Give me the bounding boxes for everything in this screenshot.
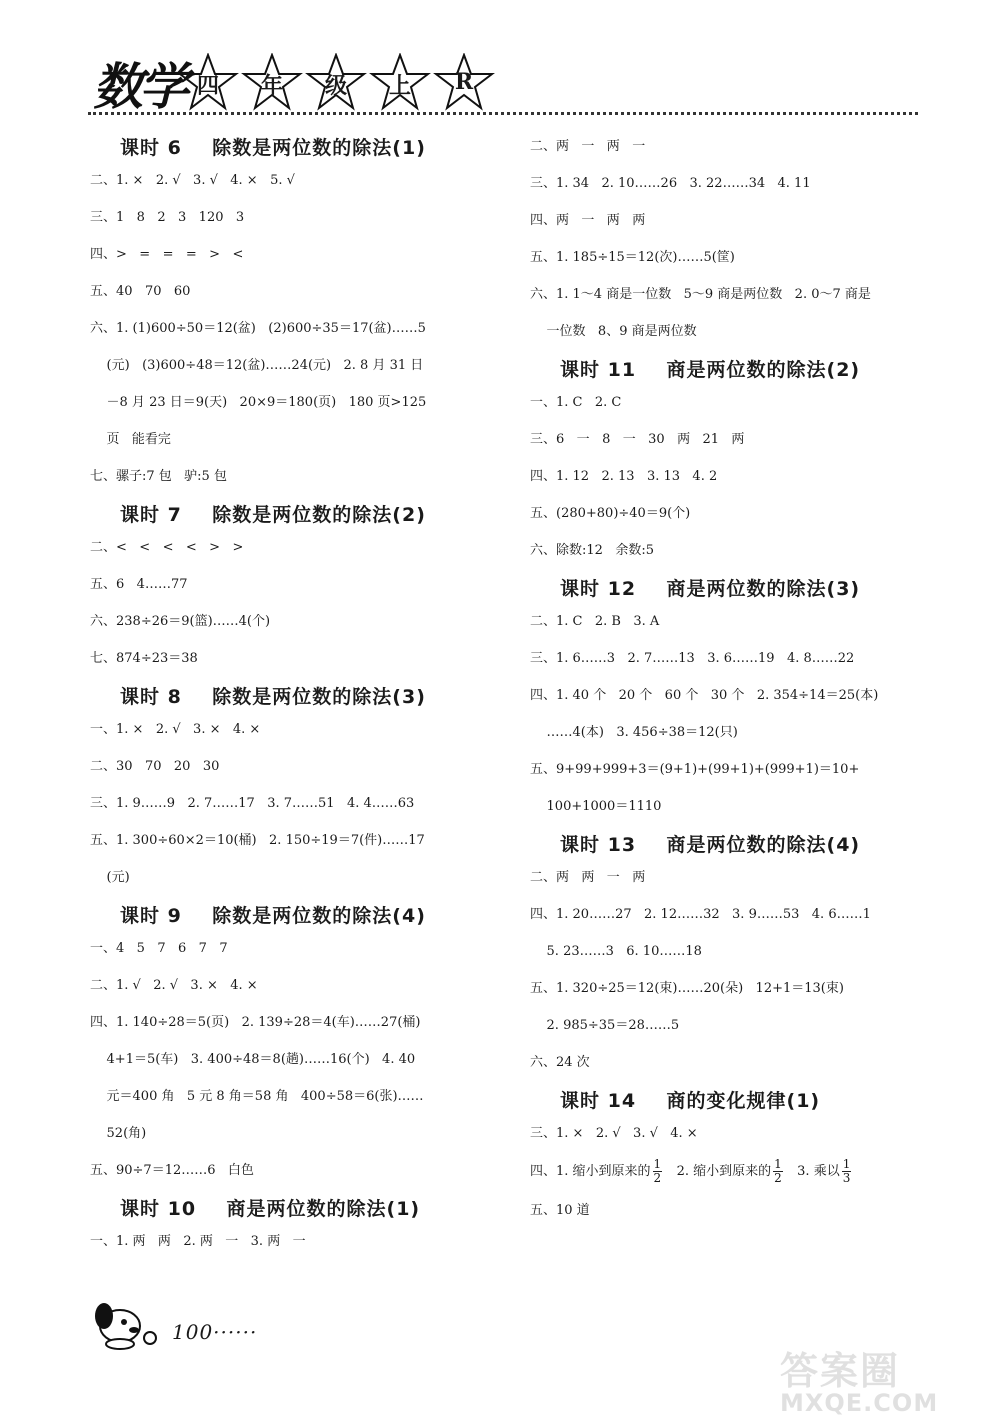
section-title: 课时 7 除数是两位数的除法(2) bbox=[120, 504, 426, 526]
answer-line: 100+1000＝1110 bbox=[530, 799, 662, 814]
answer-line: 三、1. 34 2. 10……26 3. 22……34 4. 11 bbox=[530, 176, 811, 191]
star-char: 四 bbox=[196, 73, 219, 99]
answer-line: 一位数 8、9 商是两位数 bbox=[530, 324, 697, 339]
answer-line-fractions bbox=[530, 1152, 950, 1192]
fraction-denominator: 2 bbox=[653, 1171, 662, 1185]
answer-line: 二、1. √ 2. √ 3. × 4. × bbox=[90, 978, 258, 993]
answer-line: 5. 23……3 6. 10……18 bbox=[530, 944, 702, 959]
header-divider bbox=[88, 112, 918, 115]
fraction bbox=[773, 1158, 783, 1185]
answer-text: 四、1. 缩小到原来的 bbox=[530, 1164, 651, 1179]
fraction-numerator: 1 bbox=[774, 1157, 782, 1171]
star-char: R bbox=[454, 69, 474, 95]
answer-line: 五、6 4……77 bbox=[90, 577, 188, 592]
answer-line: ……4(本) 3. 456÷38＝12(只) bbox=[530, 725, 738, 740]
answer-line: 页 能看完 bbox=[90, 432, 171, 447]
answer-line: (元) bbox=[90, 870, 130, 885]
answer-line: －8 月 23 日＝9(天) 20×9＝180(页) 180 页>125 bbox=[90, 395, 427, 410]
watermark-url: MXQE.COM bbox=[780, 1389, 939, 1417]
answer-line: 一、1. 两 两 2. 两 一 3. 两 一 bbox=[90, 1234, 306, 1249]
answer-line: 四、1. 12 2. 13 3. 13 4. 2 bbox=[530, 469, 718, 484]
answer-line: 4+1＝5(车) 3. 400÷48＝8(趟)……16(个) 4. 40 bbox=[90, 1052, 416, 1067]
subject-title: 数学 bbox=[93, 57, 185, 116]
page-footer bbox=[90, 1290, 290, 1350]
answer-line: 三、1. 6……3 2. 7……13 3. 6……19 4. 8……22 bbox=[530, 651, 855, 666]
answer-line: 六、1. (1)600÷50＝12(盆) (2)600÷35＝17(盆)……5 bbox=[90, 321, 426, 336]
star-char: 年 bbox=[260, 73, 283, 99]
answer-line: 五、1. 300÷60×2＝10(桶) 2. 150÷19＝7(件)……17 bbox=[90, 833, 425, 848]
answer-line: 一、1. × 2. √ 3. × 4. × bbox=[90, 722, 261, 737]
section-title: 课时 12 商是两位数的除法(3) bbox=[560, 578, 861, 600]
answer-line: 三、6 一 8 一 30 两 21 两 bbox=[530, 432, 745, 447]
star-badge bbox=[305, 53, 367, 111]
answer-line: 二、1. C 2. B 3. A bbox=[530, 614, 660, 629]
fraction-denominator: 3 bbox=[842, 1171, 851, 1185]
star-badge bbox=[177, 53, 239, 111]
answer-line: 五、90÷7＝12……6 白色 bbox=[90, 1163, 254, 1178]
page-number: 100······ bbox=[172, 1320, 258, 1344]
answer-line: 三、1 8 2 3 120 3 bbox=[90, 210, 245, 225]
answer-text: 2. 缩小到原来的 bbox=[664, 1164, 772, 1179]
answer-line: 四、> = = = > < bbox=[90, 247, 244, 262]
answer-line: 四、两 一 两 两 bbox=[530, 213, 646, 228]
answer-line: 四、1. 40 个 20 个 60 个 30 个 2. 354÷14＝25(本) bbox=[530, 688, 879, 703]
section-title: 课时 13 商是两位数的除法(4) bbox=[560, 834, 861, 856]
answer-line: 五、10 道 bbox=[530, 1203, 590, 1218]
answer-line: 四、1. 140÷28＝5(页) 2. 139÷28＝4(车)……27(桶) bbox=[90, 1015, 421, 1030]
answer-line: 五、1. 320÷25＝12(束)……20(朵) 12+1＝13(束) bbox=[530, 981, 844, 996]
answer-line: 七、874÷23＝38 bbox=[90, 651, 198, 666]
dog-mascot-icon bbox=[90, 1290, 170, 1350]
answer-line: 一、1. C 2. C bbox=[530, 395, 622, 410]
star-badge bbox=[241, 53, 303, 111]
right-column bbox=[530, 128, 950, 1229]
answer-line: 元＝400 角 5 元 8 角＝58 角 400÷58＝6(张)…… bbox=[90, 1089, 424, 1104]
star-badge bbox=[433, 53, 495, 111]
answer-line: 五、40 70 60 bbox=[90, 284, 191, 299]
section-title: 课时 6 除数是两位数的除法(1) bbox=[120, 137, 426, 159]
answer-line: 三、1. 9……9 2. 7……17 3. 7……51 4. 4……63 bbox=[90, 796, 415, 811]
watermark-text: 答案圈 bbox=[780, 1349, 901, 1393]
watermark-logo bbox=[780, 1340, 960, 1420]
answer-line: 二、两 一 两 一 bbox=[530, 139, 646, 154]
page-header bbox=[85, 45, 915, 115]
answer-text: 3. 乘以 bbox=[784, 1164, 840, 1179]
answer-line: 五、1. 185÷15＝12(次)……5(筐) bbox=[530, 250, 735, 265]
answer-line: 2. 985÷35＝28……5 bbox=[530, 1018, 680, 1033]
answer-line: 二、30 70 20 30 bbox=[90, 759, 220, 774]
star-badge bbox=[369, 53, 431, 111]
fraction-numerator: 1 bbox=[842, 1157, 851, 1171]
answer-line: 三、1. × 2. √ 3. √ 4. × bbox=[530, 1126, 698, 1141]
answer-line: 六、1. 1～4 商是一位数 5～9 商是两位数 2. 0～7 商是 bbox=[530, 287, 871, 302]
section-title: 课时 9 除数是两位数的除法(4) bbox=[120, 905, 426, 927]
answer-line: 六、24 次 bbox=[530, 1055, 590, 1070]
fraction bbox=[842, 1158, 852, 1185]
answer-line: 一、4 5 7 6 7 7 bbox=[90, 941, 228, 956]
answer-line: 二、< < < < > > bbox=[90, 540, 244, 555]
section-title: 课时 10 商是两位数的除法(1) bbox=[120, 1198, 421, 1220]
section-title: 课时 8 除数是两位数的除法(3) bbox=[120, 686, 426, 708]
star-char: 级 bbox=[324, 73, 347, 99]
fraction-numerator: 1 bbox=[653, 1157, 662, 1171]
answer-line: 四、1. 20……27 2. 12……32 3. 9……53 4. 6……1 bbox=[530, 907, 871, 922]
section-title: 课时 11 商是两位数的除法(2) bbox=[560, 359, 861, 381]
left-column bbox=[90, 128, 510, 1260]
fraction-denominator: 2 bbox=[774, 1171, 782, 1185]
answer-line: 五、(280+80)÷40＝9(个) bbox=[530, 506, 691, 521]
answer-line: 七、骡子:7 包 驴:5 包 bbox=[90, 469, 227, 484]
star-char: 上 bbox=[388, 73, 411, 99]
answer-line: 五、9+99+999+3＝(9+1)+(99+1)+(999+1)＝10+ bbox=[530, 762, 860, 777]
answer-line: 六、除数:12 余数:5 bbox=[530, 543, 654, 558]
answer-line: 二、1. × 2. √ 3. √ 4. × 5. √ bbox=[90, 173, 295, 188]
answer-line: 52(角) bbox=[90, 1126, 147, 1141]
fraction bbox=[653, 1158, 663, 1185]
answer-line: 二、两 两 一 两 bbox=[530, 870, 646, 885]
answer-line: 六、238÷26＝9(篮)……4(个) bbox=[90, 614, 271, 629]
answer-line: (元) (3)600÷48＝12(盆)……24(元) 2. 8 月 31 日 bbox=[90, 358, 424, 373]
section-title: 课时 14 商的变化规律(1) bbox=[560, 1090, 821, 1112]
